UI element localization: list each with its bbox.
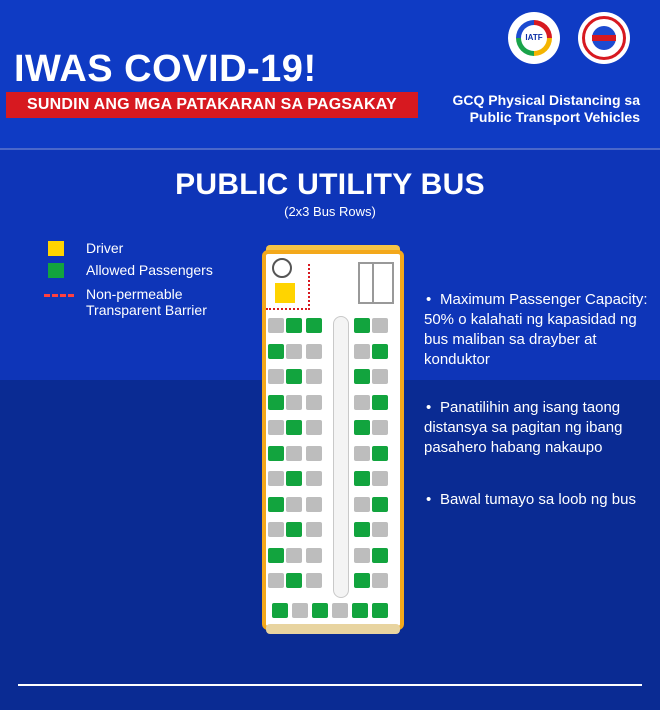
legend-barrier-line <box>44 294 74 297</box>
seat-allowed <box>372 603 388 618</box>
seat-blocked <box>268 471 284 486</box>
header-subtitle-line1: GCQ Physical Distancing sa <box>452 92 640 108</box>
iatf-logo-text: IATF <box>521 25 547 51</box>
seat-blocked <box>286 446 302 461</box>
seat-blocked <box>354 497 370 512</box>
bus-door <box>358 262 394 304</box>
seat-allowed <box>372 395 388 410</box>
seat-blocked <box>372 318 388 333</box>
iatf-logo <box>508 12 560 64</box>
seat-blocked <box>372 420 388 435</box>
seat-blocked <box>286 395 302 410</box>
seat-allowed <box>372 497 388 512</box>
bullet-icon: • <box>426 399 432 416</box>
seat-blocked <box>268 420 284 435</box>
seat-blocked <box>268 318 284 333</box>
seat-blocked <box>332 603 348 618</box>
seat-allowed <box>354 369 370 384</box>
legend-barrier-label-2: Transparent Barrier <box>86 302 207 318</box>
seat-blocked <box>372 369 388 384</box>
header-divider <box>0 148 660 150</box>
seat-blocked <box>306 548 322 563</box>
seat-blocked <box>286 497 302 512</box>
section-title: PUBLIC UTILITY BUS <box>175 168 485 201</box>
seat-blocked <box>354 446 370 461</box>
section-subtitle: (2x3 Bus Rows) <box>284 204 376 219</box>
seat-blocked <box>306 471 322 486</box>
seat-blocked <box>292 603 308 618</box>
header-subtitle <box>420 92 640 126</box>
seat-blocked <box>268 369 284 384</box>
dotr-logo <box>578 12 630 64</box>
seat-blocked <box>354 395 370 410</box>
seat-allowed <box>286 471 302 486</box>
seat-blocked <box>306 573 322 588</box>
rule-text: Maximum Passenger Capacity: 50% o kalahati ng kapasidad ng bus maliban sa drayber at konduktor <box>424 291 648 368</box>
bus-door-divider <box>372 262 374 304</box>
seat-allowed <box>268 497 284 512</box>
dotr-logo-stripe <box>592 35 616 41</box>
main-title: IWAS COVID-19! <box>14 48 317 90</box>
seat-allowed <box>354 471 370 486</box>
seat-allowed <box>268 446 284 461</box>
seat-allowed <box>286 420 302 435</box>
seat-blocked <box>306 446 322 461</box>
seat-blocked <box>306 497 322 512</box>
seat-blocked <box>306 395 322 410</box>
seat-blocked <box>286 344 302 359</box>
bus-aisle <box>333 316 349 598</box>
seat-blocked <box>268 573 284 588</box>
seat-allowed <box>372 446 388 461</box>
rule-text: Bawal tumayo sa loob ng bus <box>440 491 636 508</box>
seat-blocked <box>306 420 322 435</box>
seat-blocked <box>306 369 322 384</box>
seat-allowed <box>286 522 302 537</box>
seat-blocked <box>306 522 322 537</box>
seat-allowed <box>372 548 388 563</box>
seat-blocked <box>268 522 284 537</box>
seat-blocked <box>354 344 370 359</box>
seat-blocked <box>372 573 388 588</box>
seat-allowed <box>312 603 328 618</box>
seat-allowed <box>286 369 302 384</box>
seat-allowed <box>354 318 370 333</box>
seat-allowed <box>286 318 302 333</box>
seat-allowed <box>272 603 288 618</box>
legend-allowed-swatch <box>48 263 64 278</box>
legend-driver-swatch <box>48 241 64 256</box>
rules-banner: SUNDIN ANG MGA PATAKARAN SA PAGSAKAY <box>6 92 418 118</box>
footer-divider <box>18 684 642 686</box>
rule-text: Panatilihin ang isang taong distansya sa pagitan ng ibang pasahero habang nakaupo <box>424 399 623 456</box>
seat-blocked <box>372 471 388 486</box>
seat-allowed <box>372 344 388 359</box>
seat-allowed <box>286 573 302 588</box>
legend-barrier-label-1: Non-permeable <box>86 286 183 302</box>
seat-allowed <box>268 548 284 563</box>
driver-barrier <box>266 264 310 310</box>
bullet-icon: • <box>426 491 432 508</box>
seat-allowed <box>354 522 370 537</box>
seat-allowed <box>352 603 368 618</box>
legend-driver-label: Driver <box>86 240 124 256</box>
seat-blocked <box>286 548 302 563</box>
seat-allowed <box>268 344 284 359</box>
seat-allowed <box>268 395 284 410</box>
seat-blocked <box>372 522 388 537</box>
seat-allowed <box>354 420 370 435</box>
legend-allowed-label: Allowed Passengers <box>86 262 213 278</box>
seat-allowed <box>354 573 370 588</box>
header-subtitle-line2: Public Transport Vehicles <box>469 109 640 125</box>
bus-rear <box>266 624 400 634</box>
bullet-icon: • <box>426 291 432 308</box>
seat-blocked <box>354 548 370 563</box>
seat-allowed <box>306 318 322 333</box>
seat-blocked <box>306 344 322 359</box>
